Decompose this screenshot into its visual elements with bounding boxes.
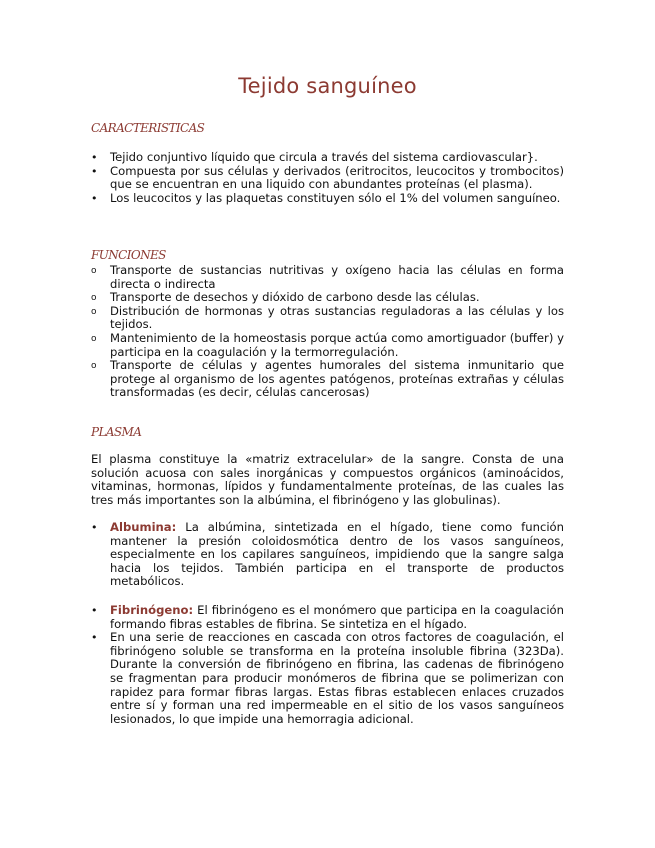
bullet-marker: • (91, 151, 98, 164)
list-item-albumina: • Albumina: La albúmina, sintetizada en el hígado, tiene como función mantener la presión coloidosmótica dentro de los vasos sanguíneos, especialmente en los capilares sanguíneos, impidiendo que la sangre salga hacia los tejidos. También participa en el transporte de productos metabólicos. (91, 520, 564, 589)
list-item: o Transporte de desechos y dióxido de carbono desde las células. (91, 290, 480, 305)
list-item-fibrinogeno: • Fibrinógeno: El fibrinógeno es el monómero que participa en la coagulación formando fibras estables de fibrina. Se sintetiza en el hígado. (91, 603, 564, 631)
page-title: Tejido sanguíneo (238, 74, 417, 98)
circle-marker: o (91, 266, 97, 276)
term-fibrinogeno: Fibrinógeno: (110, 603, 194, 617)
term-albumina: Albumina: (110, 520, 177, 534)
funciones-list (91, 264, 564, 400)
plasma-intro: El plasma constituye la «matriz extracelular» de la sangre. Consta de una solución acuosa con sales inorgánicas y compuestos orgánicos (aminoácidos, vitaminas, hormonas, lípidos y fundamentalmente proteínas, de las cuales las tres más importantes son la albúmina, el fibrinógeno y las globulinas). (91, 452, 564, 507)
list-item-cascada: • En una serie de reacciones en cascada con otros factores de coagulación, el fibrinógeno soluble se transforma en la proteína insoluble fibrina (323Da). Durante la conversión de fibrinógeno en fibrina, las cadenas de fibrinógeno se fragmentan para producir monómeros de fibrina que se polimerizan con rapidez para formar fibras largas. Estas fibras establecen enlaces cruzados entre sí y forman una red impermeable en el sitio de los vasos sanguíneos lesionados, lo que impide una hemorragia adicional. (91, 630, 564, 726)
bullet-marker: • (91, 191, 98, 205)
circle-marker: o (91, 333, 97, 344)
list-item: o Transporte de sustancias nutritivas y oxígeno hacia las células en forma directa o indirecta (91, 263, 564, 291)
plasma-fibrinogeno-list (91, 604, 564, 726)
list-item: o Transporte de células y agentes humorales del sistema inmunitario que protege al organismo de los agentes patógenos, proteínas extrañas y células transformadas (es decir, células cancerosas) (91, 358, 564, 400)
list-item: o Mantenimiento de la homeostasis porque actúa como amortiguador (buffer) y participa en la coagulación y la termorregulación. (91, 330, 564, 359)
circle-marker: o (91, 293, 97, 304)
list-item: • Tejido conjuntivo líquido que circula a través del sistema cardiovascular}. (91, 150, 538, 164)
circle-marker: o (91, 361, 97, 372)
list-item: • Los leucocitos y las plaquetas constituyen sólo el 1% del volumen sanguíneo. (91, 190, 561, 205)
bullet-marker: • (91, 604, 98, 617)
bullet-marker: • (91, 631, 98, 645)
list-item: o Distribución de hormonas y otras sustancias reguladoras a las células y los tejidos. (91, 303, 564, 332)
circle-marker: o (91, 306, 97, 317)
caracteristicas-list (91, 151, 564, 205)
bullet-marker: • (91, 521, 98, 534)
heading-funciones: FUNCIONES (91, 248, 166, 262)
bullet-marker: • (91, 164, 98, 178)
list-item: • Compuesta por sus células y derivados (eritrocitos, leucocitos y trombocitos) que se encuentran en una liquido con abundantes proteínas (el plasma). (91, 163, 564, 192)
heading-plasma: PLASMA (91, 425, 142, 439)
heading-caracteristicas: CARACTERISTICAS (91, 121, 205, 135)
plasma-proteins-list (91, 521, 564, 589)
